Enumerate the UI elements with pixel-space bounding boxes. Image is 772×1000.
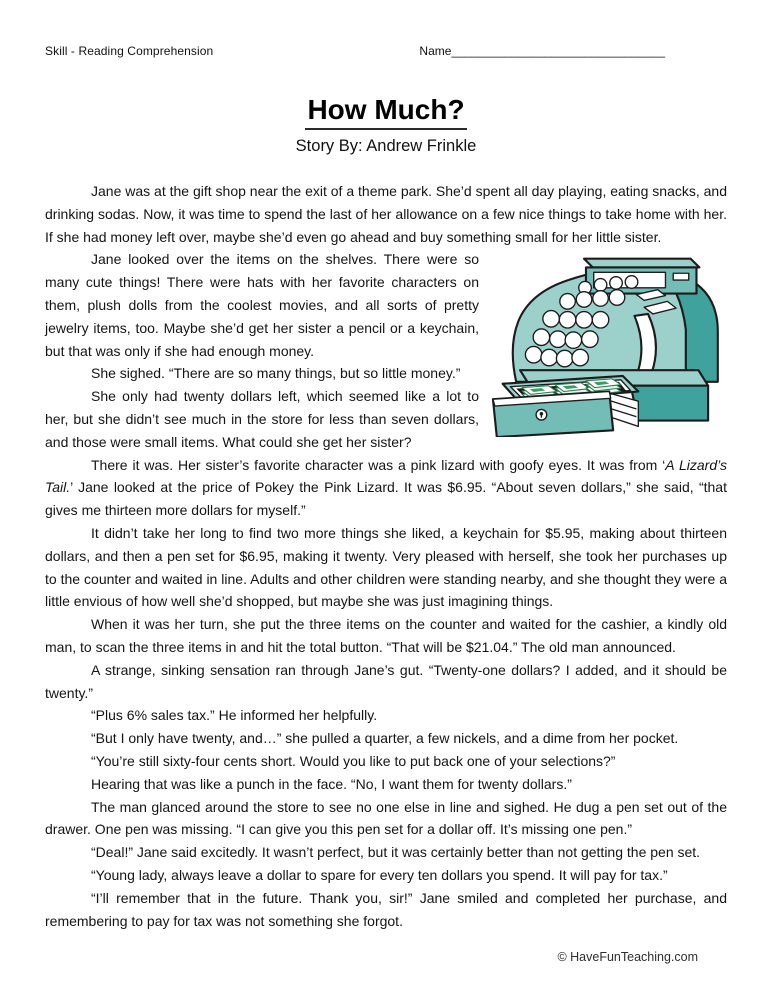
story-paragraph: “I’ll remember that in the future. Thank you, sir!” Jane smiled and completed her purchase, and remembering to pay for tax was not something she forgot. — [45, 889, 727, 929]
story-paragraph: Jane looked over the items on the shelves. There were so many cute things! There were hats with her favorite characters on them, plush dolls from the coolest movies, and all sorts of pretty jewelry items, too. Maybe she’d get her sister a pencil or a keychain, but that was only if she had enough money. — [45, 251, 479, 359]
cash-register-illustration — [491, 251, 743, 437]
story-paragraph: She sighed. “There are so many things, but so little money.” — [91, 365, 461, 382]
byline: Story By: Andrew Frinkle — [295, 137, 477, 155]
story-paragraph: She only had twenty dollars left, which seemed like a lot to her, but she didn’t see much in the store for less than seven dollars, and those were small items. What could she get her sister? — [45, 388, 479, 450]
name-blank-line[interactable]: ________________________________ — [451, 44, 665, 58]
cash-register-icon — [491, 251, 743, 437]
page-header — [45, 44, 727, 58]
name-label: Name — [419, 44, 452, 58]
story-paragraph: “You’re still sixty-four cents short. Would you like to put back one of your selections?” — [91, 752, 616, 769]
story-paragraph: “Plus 6% sales tax.” He informed her helpfully. — [91, 707, 378, 724]
story-paragraph: “Deal!” Jane said excitedly. It wasn’t perfect, but it was certainly better than not getting the pen set. — [91, 844, 701, 861]
story-paragraph: There it was. Her sister’s favorite character was a pink lizard with goofy eyes. It was from ‘A Lizard’s Tail.’ Jane looked at the price of Pokey the Pink Lizard. It was $6.95. “About seven dollars,” she said, “that gives me thirteen more dollars for myself.” — [45, 456, 727, 519]
credit-line: © HaveFunTeaching.com — [557, 950, 698, 964]
story-paragraph: “But I only have twenty, and…” she pulled a quarter, a few nickels, and a dime from her pocket. — [91, 730, 679, 747]
story-paragraph: When it was her turn, she put the three items on the counter and waited for the cashier, a kindly old man, to scan the three items in and hit the total button. “That will be $21.04.” The old man announced. — [45, 616, 727, 655]
page-title — [45, 94, 727, 130]
skill-label: Skill - Reading Comprehension — [45, 44, 214, 58]
story-body — [45, 180, 727, 932]
story-paragraph: The man glanced around the store to see no one else in line and sighed. He dug a pen set out of the drawer. One pen was missing. “I can give you this pen set for a dollar off. It’s missing one pen.” — [45, 798, 727, 838]
story-paragraph: “Young lady, always leave a dollar to spare for every ten dollars you spend. It will pay for tax.” — [91, 866, 668, 883]
story-paragraph: Jane was at the gift shop near the exit of a theme park. She’d spent all day playing, eating snacks, and drinking sodas. Now, it was time to spend the last of her allowance on a few nice things to take home with her. If she had money left over, maybe she’d even go ahead and buy something small for her little sister. — [45, 183, 727, 245]
story-paragraph: A strange, sinking sensation ran through Jane’s gut. “Twenty-one dollars? I added, and it should be twenty.” — [45, 661, 727, 701]
page-title-text: How Much? — [305, 94, 466, 130]
story-paragraph: Hearing that was like a punch in the face. “No, I want them for twenty dollars.” — [91, 775, 572, 792]
story-paragraph: It didn’t take her long to find two more things she liked, a keychain for $5.95, making about thirteen dollars, and then a pen set for $6.95, making it twenty. Very pleased with herself, she took her purchases up to the counter and waited in line. Adults and other children were standing nearby, and she thought they were a little envious of how well she’d shopped, but maybe she was just imagining things. — [45, 524, 727, 610]
name-field[interactable] — [419, 44, 665, 58]
